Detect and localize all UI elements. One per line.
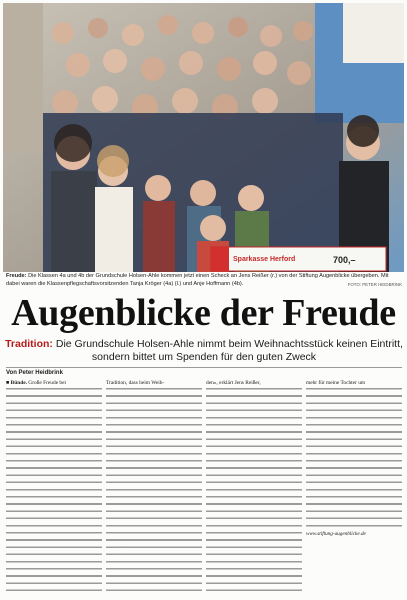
- column-lead-text: Große Freude bei: [28, 380, 67, 386]
- column-lead-text: mehr für meine Tochter um: [306, 380, 366, 386]
- caption-lead: Freude:: [6, 273, 27, 279]
- article-column-4: [306, 380, 402, 596]
- body-text-block: [106, 388, 202, 593]
- article-column-3: [206, 380, 302, 596]
- check-sponsor-text: Sparkasse Herford: [233, 256, 296, 263]
- body-text-block: [206, 388, 302, 593]
- article-column-1: [6, 380, 102, 596]
- column-dateline: ■ Bünde.: [6, 380, 27, 386]
- caption-text: Die Klassen 4a und 4b der Grundschule Holsen-Ahle kommen jetzt einen Scheck an Jens Reißer (r.) von der Stiftung Augenblicke übergeben. Mit dabei waren die Klassenpflegschaftsvorsitzenden Tanja Kröger (4a) (l.) und Anje Hoffmann (4b).: [6, 273, 389, 287]
- teaser-kicker: Tradition:: [5, 338, 53, 350]
- divider: [6, 367, 402, 368]
- check-amount-text: 700,–: [333, 255, 356, 265]
- teaser-text: Die Grundschule Holsen-Ahle nimmt beim Weihnachtsstück keinen Eintritt, sondern bittet um Spenden für den guten Zweck: [55, 338, 403, 363]
- photo-illustration: [3, 3, 404, 272]
- column-lead: [306, 380, 402, 387]
- article-body: [6, 380, 402, 596]
- article-column-2: [106, 380, 202, 596]
- body-text-block: [306, 388, 402, 528]
- article-teaser: [5, 338, 403, 364]
- group-photo: [3, 3, 404, 272]
- author-byline: Von Peter Heidbrink: [6, 370, 63, 376]
- body-text-block: [6, 388, 102, 593]
- photo-credit: FOTO: PETER HEIDBRINK: [347, 281, 402, 287]
- footer-url[interactable]: www.stiftung-augenblicke.de: [306, 531, 366, 538]
- column-lead-text: den«, erklärt Jens Reißer,: [206, 380, 261, 386]
- photo-caption: [6, 273, 402, 288]
- column-lead-text: Tradition, dass beim Weih-: [106, 380, 165, 386]
- column-lead: [206, 380, 302, 387]
- donation-check: [211, 247, 386, 271]
- article-headline: Augenblicke der Freude: [11, 292, 396, 334]
- column-lead: [106, 380, 202, 387]
- column-lead: [6, 380, 102, 387]
